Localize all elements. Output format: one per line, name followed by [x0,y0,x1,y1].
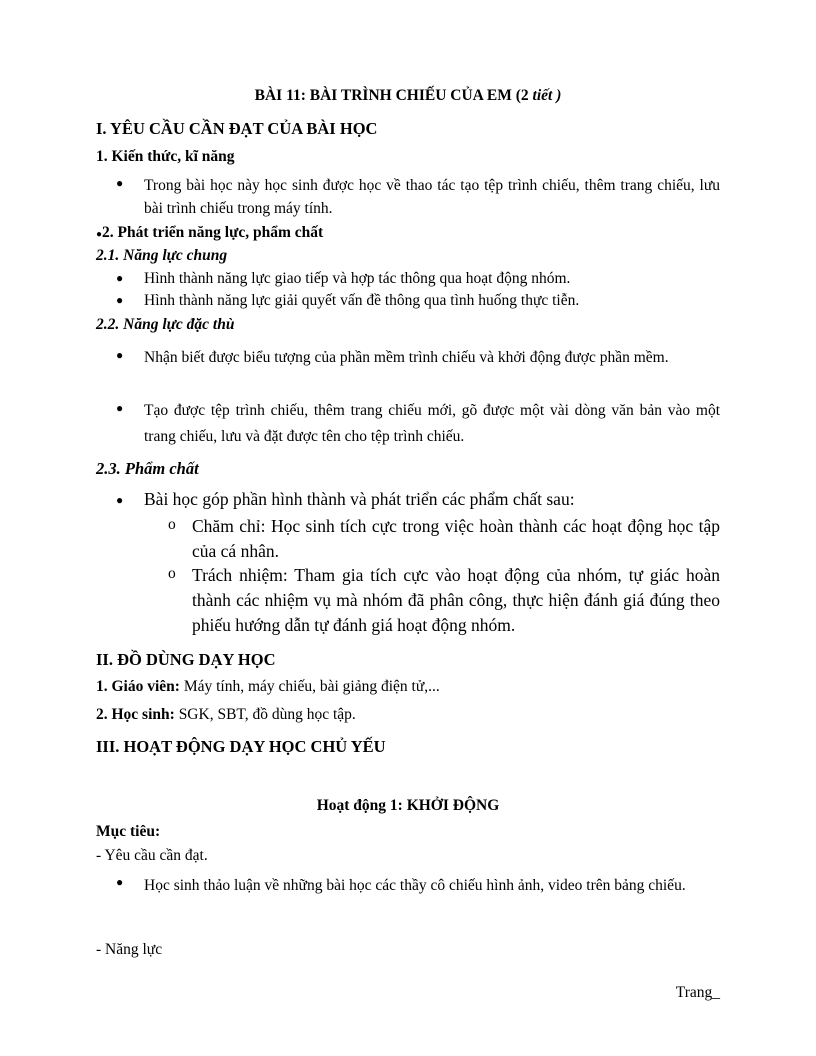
list-item [116,489,720,510]
bullet-icon: ● [116,401,124,415]
list-item [116,292,720,310]
bullet-icon: ● [96,229,103,240]
list-item [116,345,720,371]
subsection-2-3-heading: 2.3. Phẩm chất [96,459,199,478]
ability-label: - Năng lực [96,941,163,958]
list-item [116,398,720,450]
bullet-icon: ● [116,293,124,307]
lesson-title-main: BÀI 11: BÀI TRÌNH CHIẾU CỦA EM (2 [254,87,533,104]
materials-teacher-label: 1. Giáo viên: [96,678,180,695]
materials-teacher [96,678,440,696]
subsection-2-2-heading: 2.2. Năng lực đặc thù [96,316,235,333]
list-item-text: Hình thành năng lực giải quyết vấn đề thông qua tình huống thực tiễn. [144,292,580,309]
lesson-title-italic: tiết ) [532,87,562,104]
list-item-text: Tạo được tệp trình chiếu, thêm trang chiếu mới, gõ được một vài dòng văn bản vào một trang chiếu, lưu và đặt được tên cho tệp trình chiếu. [144,402,720,445]
section-1-heading: I. YÊU CẦU CẦN ĐẠT CỦA BÀI HỌC [96,119,378,138]
sub-list-item-text: Chăm chỉ: Học sinh tích cực trong việc hoàn thành các hoạt động học tập của cá nhân. [192,516,720,561]
sub-list-item-text: Trách nhiệm: Tham gia tích cực vào hoạt động của nhóm, tự giác hoàn thành các nhiệm vụ mà nhóm đã phân công, thực hiện đánh giá đúng theo phiếu hướng dẫn tự đánh giá hoạt động nhóm. [192,565,720,635]
materials-teacher-text: Máy tính, máy chiếu, bài giảng điện tử,... [179,678,440,695]
bullet-icon: ● [116,493,124,507]
subsection-2-heading [96,224,323,242]
list-item [116,270,720,288]
circle-bullet-icon: o [168,565,176,582]
list-item [116,871,720,900]
goal-label: Mục tiêu: [96,823,161,840]
activity-title: Hoạt động 1: KHỞI ĐỘNG [316,797,500,814]
list-item-text: Học sinh thảo luận về những bài học các thầy cô chiếu hình ảnh, video trên bảng chiếu. [144,877,686,894]
list-item-text: Hình thành năng lực giao tiếp và hợp tác thông qua hoạt động nhóm. [144,270,571,287]
section-3-heading: III. HOẠT ĐỘNG DẠY HỌC CHỦ YẾU [96,737,386,756]
list-item-text: Nhận biết được biểu tượng của phần mềm trình chiếu và khởi động được phần mềm. [144,349,669,366]
materials-student [96,706,356,724]
subsection-2-heading-text: 2. Phát triển năng lực, phẩm chất [102,224,324,241]
requirement-label: - Yêu cầu cần đạt. [96,847,208,864]
list-item-text: Bài học góp phần hình thành và phát triển các phẩm chất sau: [144,489,575,509]
bullet-icon: ● [116,271,124,285]
materials-student-label: 2. Học sinh: [96,706,175,723]
list-item-text: Trong bài học này học sinh được học về thao tác tạo tệp trình chiếu, thêm trang chiếu, lưu bài trình chiếu trong máy tính. [144,177,720,217]
circle-bullet-icon: o [168,516,176,533]
bullet-icon: ● [116,348,124,362]
subsection-1-heading: 1. Kiến thức, kĩ năng [96,148,235,165]
subsection-2-1-heading: 2.1. Năng lực chung [96,247,228,264]
lesson-title [96,87,720,105]
section-2-heading: II. ĐỒ DÙNG DẠY HỌC [96,650,276,669]
bullet-icon: ● [116,176,124,190]
materials-student-text: SGK, SBT, đồ dùng học tập. [174,706,356,723]
sub-list-item [168,563,720,638]
page-footer: Trang_ [675,984,720,1001]
list-item [116,174,720,220]
sub-list-item [168,514,720,564]
bullet-icon: ● [116,875,124,889]
